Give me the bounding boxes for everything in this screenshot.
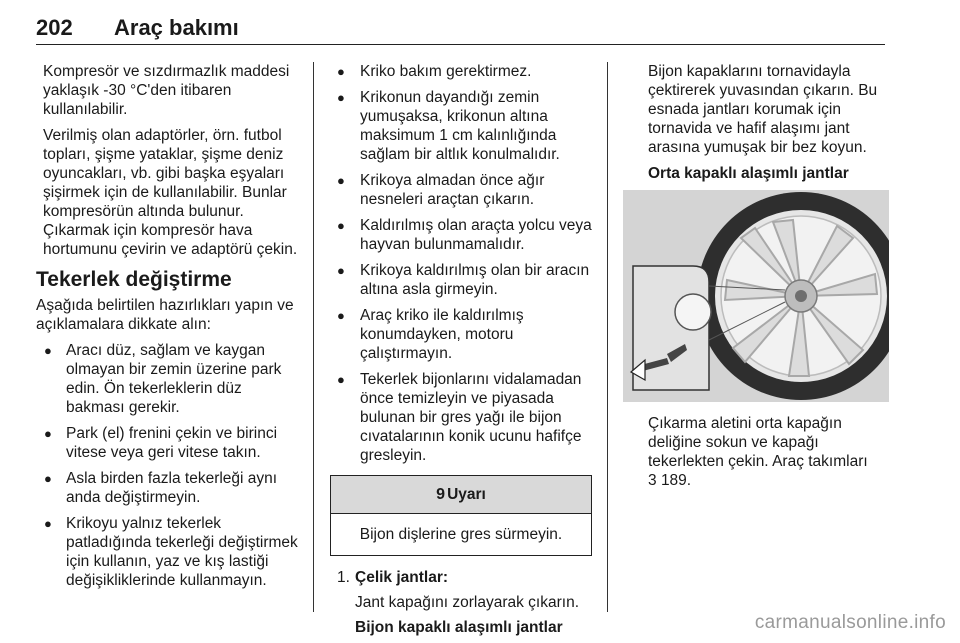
page-reference[interactable]: 189. bbox=[660, 472, 692, 489]
step-number: 1. bbox=[337, 569, 350, 586]
wheel-illustration-svg bbox=[623, 190, 889, 402]
page-header bbox=[36, 12, 885, 45]
list-item: ● Aracı düz, sağlam ve kaygan olmayan bir zemin üzerine park edin. Ön tekerleklerin düz bakması gerekir. bbox=[44, 342, 282, 416]
bullet-icon: ● bbox=[44, 516, 52, 531]
step-text: Jant kapağını zorlayarak çıkarın. bbox=[355, 594, 580, 611]
bullet-icon: ● bbox=[44, 471, 52, 486]
subheading: Orta kapaklı alaşımlı jantlar bbox=[648, 165, 849, 182]
watermark: carmanualsonline.info bbox=[754, 612, 946, 633]
warning-header bbox=[331, 476, 591, 514]
bullet-icon: ● bbox=[337, 173, 345, 188]
warning-triangle-icon: 9 bbox=[436, 486, 446, 503]
bullet-icon: ● bbox=[44, 426, 52, 441]
list-item: ● Kriko bakım gerektirmez. bbox=[337, 63, 532, 80]
bullet-icon: ● bbox=[44, 343, 52, 358]
bullet-icon: ● bbox=[337, 218, 345, 233]
list-item: ● Park (el) frenini çekin ve birinci vitese veya geri vitese takın. bbox=[44, 425, 278, 461]
warning-title: Uyarı bbox=[447, 486, 486, 503]
section-heading: Tekerlek değiştirme bbox=[36, 268, 232, 291]
list-item: ● Krikonun dayandığı zemin yumuşaksa, krikonun altına maksimum 1 cm kalınlığında sağlam bir altlık konulmalıdır. bbox=[337, 89, 560, 163]
column-left bbox=[36, 62, 304, 597]
paragraph: Kompresör ve sızdırmazlık maddesi yaklaşık -30 °C'den itibaren kullanılabilir. bbox=[43, 63, 290, 118]
bullet-list bbox=[330, 62, 592, 465]
list-item: ● Asla birden fazla tekerleği aynı anda değiştirmeyin. bbox=[44, 470, 278, 506]
step-title: Çelik jantlar: bbox=[355, 569, 449, 586]
page-number: 202 bbox=[36, 15, 73, 40]
bullet-icon: ● bbox=[337, 372, 345, 387]
warning-text: Bijon dişlerine gres sürmeyin. bbox=[359, 526, 563, 543]
list-item: ● Krikoya kaldırılmış olan bir aracın altına asla girmeyin. bbox=[337, 262, 590, 298]
figure-caption: Çıkarma aletini orta kapağın deliğine sokun ve kapağı tekerlekten çekin. Araç takımları 3 189. bbox=[648, 415, 868, 489]
list-item: ● Araç kriko ile kaldırılmış konumdayken, motoru çalıştırmayın. bbox=[337, 307, 524, 362]
bullet-icon: ● bbox=[337, 90, 345, 105]
column-divider bbox=[607, 62, 608, 612]
numbered-step bbox=[330, 568, 592, 587]
bullet-icon: ● bbox=[337, 308, 345, 323]
warning-box bbox=[330, 475, 592, 556]
subheading: Bijon kapaklı alaşımlı jantlar bbox=[355, 619, 563, 636]
column-divider bbox=[313, 62, 314, 612]
column-middle bbox=[330, 62, 592, 643]
bullet-icon: ● bbox=[337, 64, 345, 79]
paragraph: Bijon kapaklarını tornavidayla çektirerek yuvasından çıkarın. Bu esnada jantları korumak için tornavida ve hafif alaşımı jant arasına yumuşak bir bez koyun. bbox=[648, 63, 878, 156]
list-item: ● Krikoyu yalnız tekerlek patladığında tekerleği değiştirmek için kullanın, yaz ve kış lastiği değişikliklerinde kullanmayın. bbox=[44, 515, 298, 589]
paragraph: Verilmiş olan adaptörler, örn. futbol topları, şişme yataklar, şişme deniz oyuncakları, vb. gibi başka eşyaları şişirmek için de kullanılabilir. Bunlar kompresörün altında bulunur. Çıkarmak için kompresör hava hortumunu çevirin ve adaptörü çekin. bbox=[43, 127, 298, 258]
wheel-cap-illustration bbox=[623, 190, 889, 402]
paragraph: Aşağıda belirtilen hazırlıkları yapın ve açıklamalara dikkate alın: bbox=[36, 297, 294, 333]
bullet-icon: ● bbox=[337, 263, 345, 278]
page-title: Araç bakımı bbox=[114, 15, 239, 40]
list-item: ● Kaldırılmış olan araçta yolcu veya hayvan bulunmamalıdır. bbox=[337, 217, 592, 253]
bullet-list bbox=[36, 341, 304, 590]
list-item: ● Krikoya almadan önce ağır nesneleri araçtan çıkarın. bbox=[337, 172, 545, 208]
list-item: ● Tekerlek bijonlarını vidalamadan önce temizleyin ve piyasada bulunan bir gres yağı ile bijon cıvatalarının konik ucunu hafifçe gresleyin. bbox=[337, 371, 582, 464]
column-right bbox=[648, 62, 896, 497]
page-reference-icon: 3 bbox=[648, 472, 657, 489]
